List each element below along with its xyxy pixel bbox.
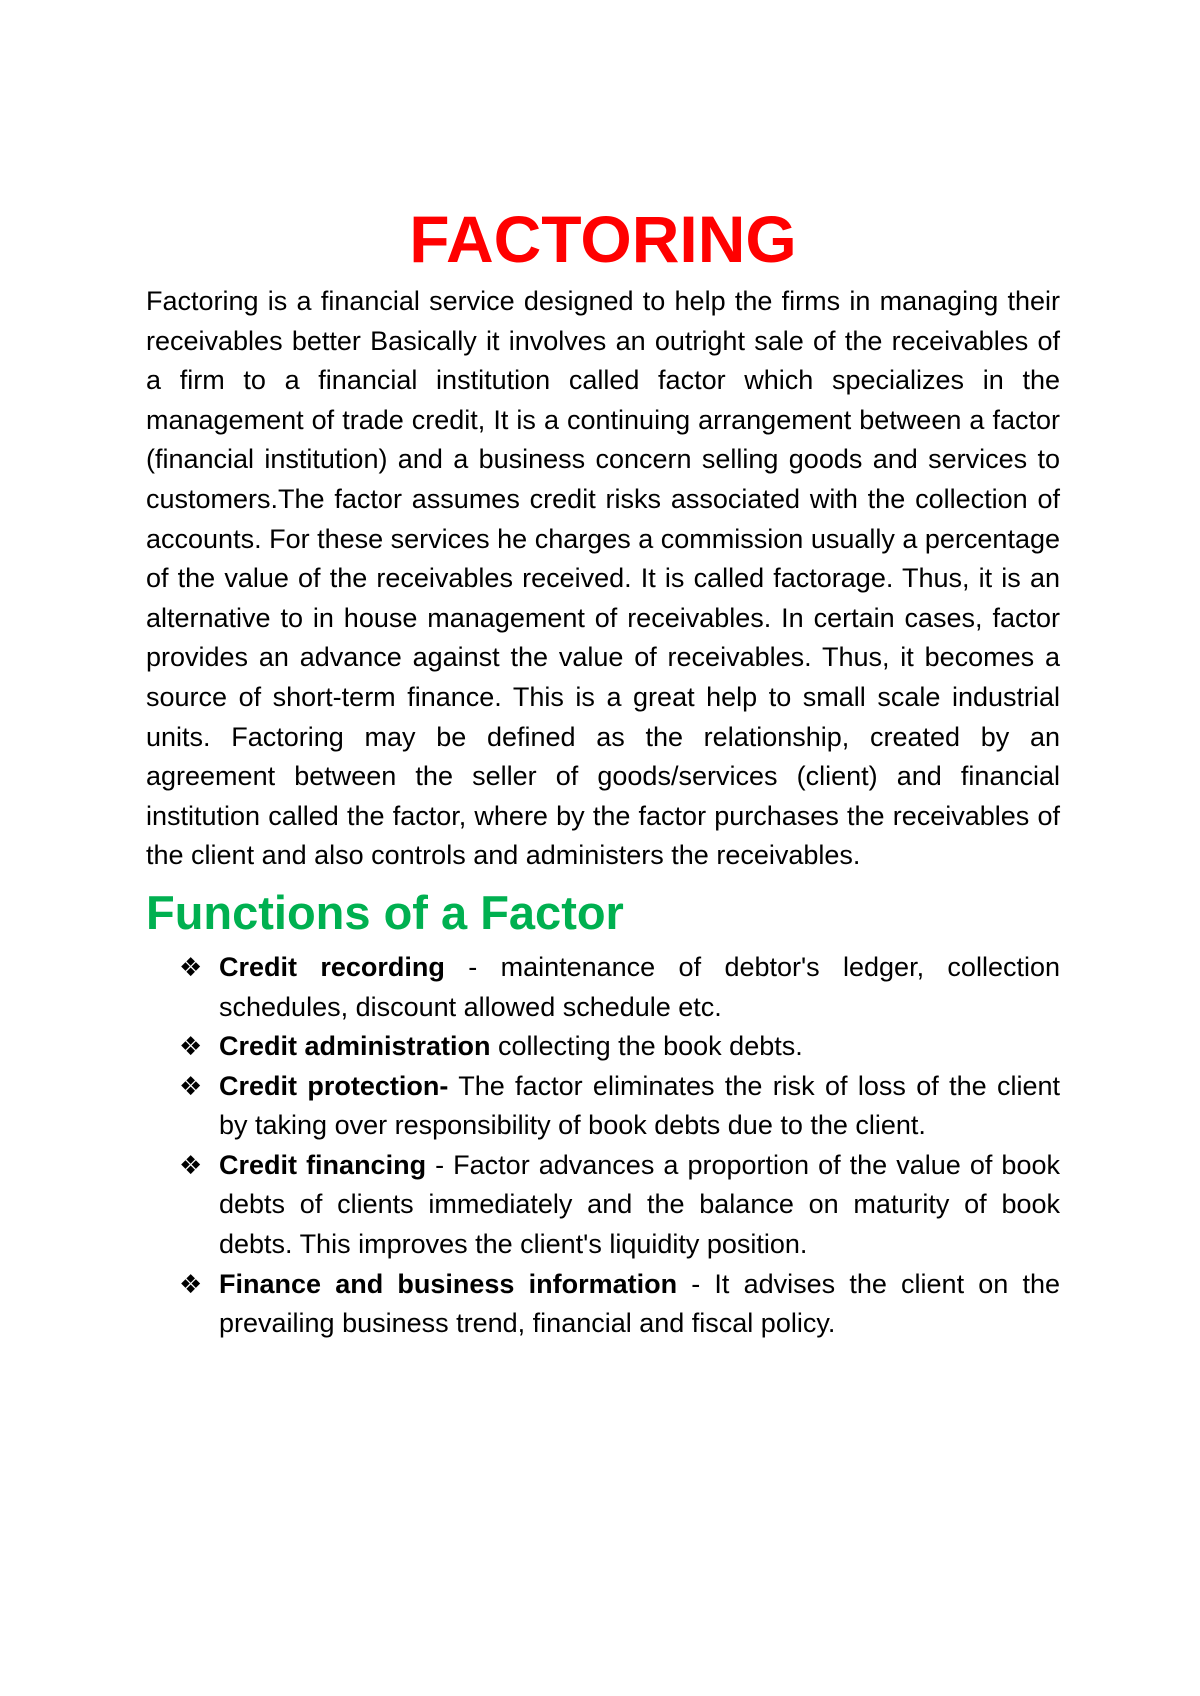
function-term: Credit administration xyxy=(219,1031,491,1062)
section-heading: Functions of a Factor xyxy=(146,885,624,939)
function-item-credit-financing xyxy=(146,1146,1060,1265)
function-item-finance-business-information xyxy=(146,1265,1060,1344)
diamond-bullet-icon: ❖ xyxy=(179,1268,203,1299)
function-term: Finance and business information xyxy=(219,1268,678,1299)
function-description: The factor eliminates the risk of loss of the client by taking over responsibility of book debts due to the client. xyxy=(219,1070,1060,1141)
functions-list xyxy=(146,948,1060,1344)
function-term: Credit recording xyxy=(219,951,445,982)
function-description: - Factor advances a proportion of the value of book debts of clients immediately and the balance on maturity of book debts. This improves the client's liquidity position. xyxy=(219,1149,1060,1260)
diamond-bullet-icon: ❖ xyxy=(179,1070,203,1101)
diamond-bullet-icon: ❖ xyxy=(179,1149,203,1180)
function-item-credit-protection xyxy=(146,1067,1060,1146)
function-description: - It advises the client on the prevailing business trend, financial and fiscal policy. xyxy=(219,1268,1060,1339)
document-content xyxy=(146,196,1060,1344)
function-description: - maintenance of debtor's ledger, collection schedules, discount allowed schedule etc. xyxy=(219,951,1060,1022)
function-term: Credit protection- xyxy=(219,1070,449,1101)
document-title: FACTORING xyxy=(409,202,797,276)
diamond-bullet-icon: ❖ xyxy=(179,951,203,982)
diamond-bullet-icon: ❖ xyxy=(179,1031,203,1062)
function-item-credit-administration xyxy=(146,1027,1060,1067)
function-item-credit-recording xyxy=(146,948,1060,1027)
function-description: collecting the book debts. xyxy=(490,1031,803,1062)
function-term: Credit financing xyxy=(219,1149,427,1180)
intro-paragraph: Factoring is a financial service designed to help the firms in managing their receivables better Basically it involves an outright sale of the receivables of a firm to a financial institution called factor which specializes in the management of trade credit, It is a continuing arrangement between a factor (financial institution) and a business concern selling goods and services to customers.The factor assumes credit risks associated with the collection of accounts. For these services he charges a commission usually a percentage of the value of the receivables received. It is called factorage. Thus, it is an alternative to in house management of receivables. In certain cases, factor provides an advance against the value of receivables. Thus, it becomes a source of short-term finance. This is a great help to small scale industrial units. Factoring may be defined as the relationship, created by an agreement between the seller of goods/services (client) and financial institution called the factor, where by the factor purchases the receivables of the client and also controls and administers the receivables. xyxy=(146,286,1060,871)
